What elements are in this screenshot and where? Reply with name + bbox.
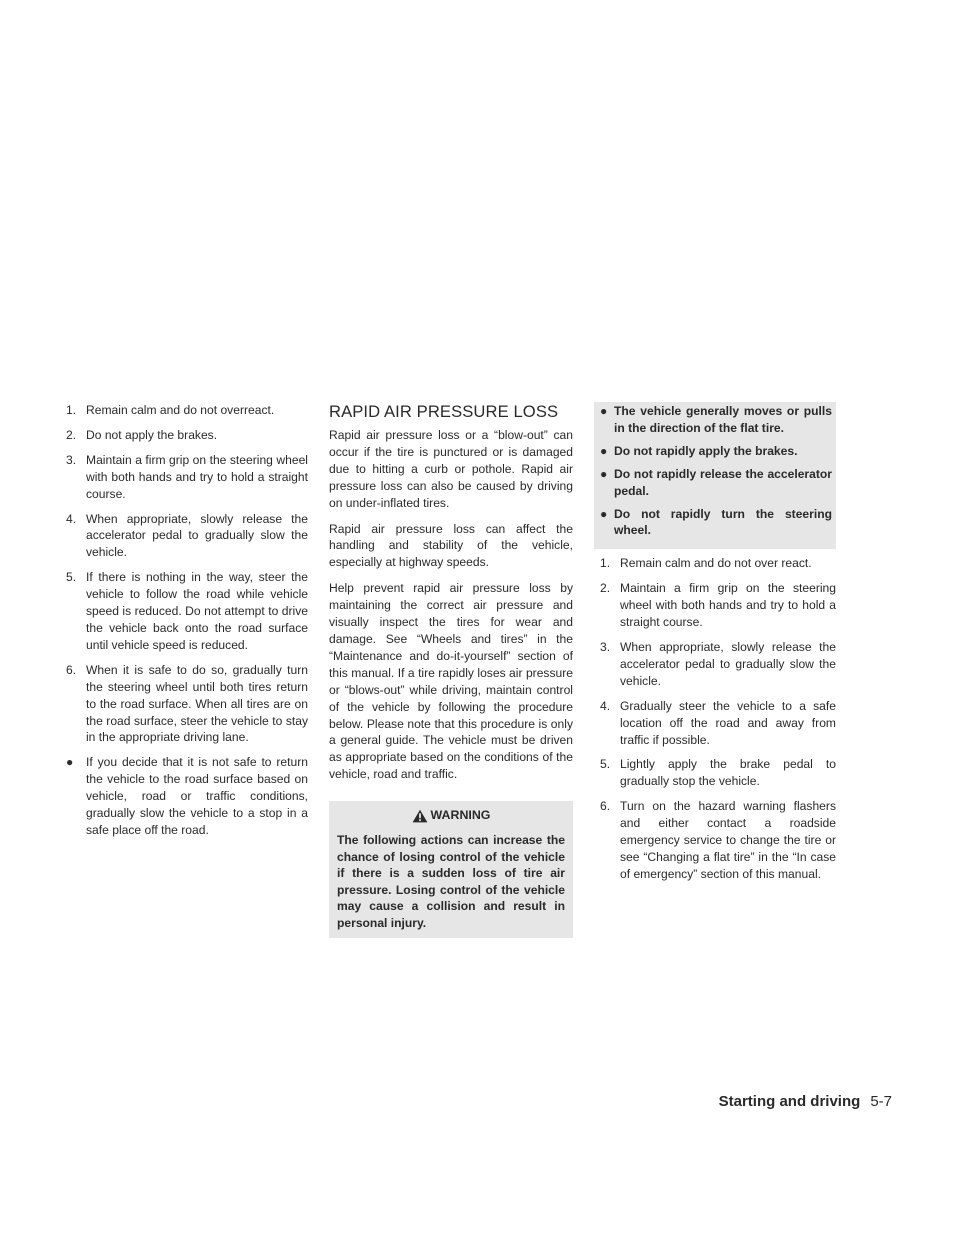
- list-marker: 3.: [600, 639, 611, 654]
- warning-box: [329, 801, 573, 938]
- warning-text: The following actions can increase the chance of losing control of the vehicle if there is a sudden loss of tire air pressure. Losing control of the vehicle may cause a collision and result in personal injury.: [337, 833, 565, 930]
- list-item: [66, 427, 308, 444]
- list-item: [600, 698, 836, 749]
- list-item: [66, 452, 308, 503]
- bullet-item-text: If you decide that it is not safe to return the vehicle to the road surface based on vehicle, road or traffic conditions, gradually slow the vehicle to a stop in a safe place off the road.: [86, 755, 308, 837]
- list-item: [600, 639, 836, 690]
- list-marker: 1.: [66, 403, 77, 417]
- list-item: [66, 569, 308, 654]
- bullet-item: [66, 754, 308, 839]
- footer-section-title: Starting and driving: [718, 1093, 861, 1110]
- section-title: RAPID AIR PRESSURE LOSS: [329, 402, 559, 421]
- warning-heading-text: WARNING: [430, 808, 491, 823]
- bullet-item-text: The vehicle generally moves or pulls in the direction of the flat tire.: [614, 404, 832, 435]
- bullet-marker: ●: [600, 443, 608, 458]
- body-paragraph: Help prevent rapid air pressure loss by maintaining the correct air pressure and visually inspect the tires for wear and damage. See “Wheels and tires” in the “Maintenance and do-it-yourself” section of this manual. If a tire rapidly loses air pressure or “blows-out” while driving, maintain control of the vehicle by following the procedure below. Please note that this procedure is only a general guide. The vehicle must be driven as appropriate based on the conditions of the vehicle, road and traffic.: [329, 581, 573, 782]
- list-marker: 6.: [66, 662, 77, 677]
- bullet-item: [600, 443, 832, 460]
- list-marker: 2.: [66, 427, 77, 442]
- body-paragraph: Rapid air pressure loss or a “blow-out” can occur if the tire is punctured or is damaged due to hitting a curb or pothole. Rapid air pressure loss can also be caused by driving on under-inflated tires.: [329, 428, 573, 510]
- left-column: [66, 402, 308, 847]
- list-marker: 5.: [66, 570, 77, 585]
- list-marker: 3.: [66, 452, 77, 467]
- warning-icon: [412, 809, 428, 823]
- page-footer: [719, 1093, 892, 1110]
- warning-bullets-box: [594, 402, 836, 549]
- middle-column: [329, 402, 573, 938]
- list-marker: 1.: [600, 556, 611, 571]
- bullet-item: [600, 466, 832, 500]
- bullet-marker: ●: [66, 755, 74, 770]
- list-marker: 2.: [600, 581, 611, 596]
- body-paragraph: Rapid air pressure loss can affect the handling and stability of the vehicle, especially at highway speeds.: [329, 521, 573, 570]
- right-column: [594, 402, 836, 891]
- list-item-text: If there is nothing in the way, steer the vehicle to follow the road while vehicle speed is reduced. Do not attempt to drive the vehicle back onto the road surface until vehicle speed is reduced.: [86, 570, 308, 652]
- list-marker: 4.: [600, 698, 611, 713]
- bullet-marker: ●: [600, 404, 608, 418]
- page-number: 5-7: [870, 1093, 892, 1110]
- warning-heading: [337, 807, 565, 824]
- list-item-text: Remain calm and do not over react.: [620, 556, 812, 571]
- list-item-text: When appropriate, slowly release the accelerator pedal to gradually slow the vehicle.: [620, 639, 836, 688]
- list-item: [600, 580, 836, 631]
- bullet-item: [600, 403, 832, 437]
- list-item: [600, 756, 836, 790]
- list-item: [66, 662, 308, 747]
- list-item: [600, 798, 836, 883]
- steps-list: [594, 555, 836, 882]
- list-item-text: Do not apply the brakes.: [86, 427, 218, 442]
- list-marker: 4.: [66, 511, 77, 526]
- list-item-text: Remain calm and do not overreact.: [86, 403, 275, 417]
- list-item-text: When appropriate, slowly release the accelerator pedal to gradually slow the vehicle.: [86, 511, 308, 560]
- list-item-text: Gradually steer the vehicle to a safe location off the road and away from traffic if possible.: [620, 698, 836, 747]
- list-item-text: Turn on the hazard warning flashers and either contact a roadside emergency service to change the tire or see “Changing a flat tire” in the “In case of emergency” section of this manual.: [620, 799, 836, 881]
- list-item-text: When it is safe to do so, gradually turn the steering wheel until both tires return to the road surface. When all tires are on the road surface, steer the vehicle to stay in the appropriate driving lane.: [86, 662, 308, 745]
- list-item: [66, 402, 308, 419]
- list-marker: 5.: [600, 757, 611, 772]
- bullet-marker: ●: [600, 466, 608, 481]
- bullet-item-text: Do not rapidly apply the brakes.: [614, 443, 798, 458]
- bullet-item-text: Do not rapidly release the accelerator pedal.: [614, 466, 832, 498]
- list-item-text: Maintain a firm grip on the steering wheel with both hands and try to hold a straight course.: [620, 581, 836, 630]
- bullet-item-text: Do not rapidly turn the steering wheel.: [614, 506, 832, 538]
- list-item: [66, 511, 308, 562]
- list-marker: 6.: [600, 799, 611, 814]
- bullet-marker: ●: [600, 506, 608, 521]
- bullet-item: [600, 506, 832, 540]
- list-item: [600, 555, 836, 572]
- list-item-text: Lightly apply the brake pedal to gradually stop the vehicle.: [620, 757, 836, 789]
- list-item-text: Maintain a firm grip on the steering wheel with both hands and try to hold a straight course.: [86, 452, 308, 501]
